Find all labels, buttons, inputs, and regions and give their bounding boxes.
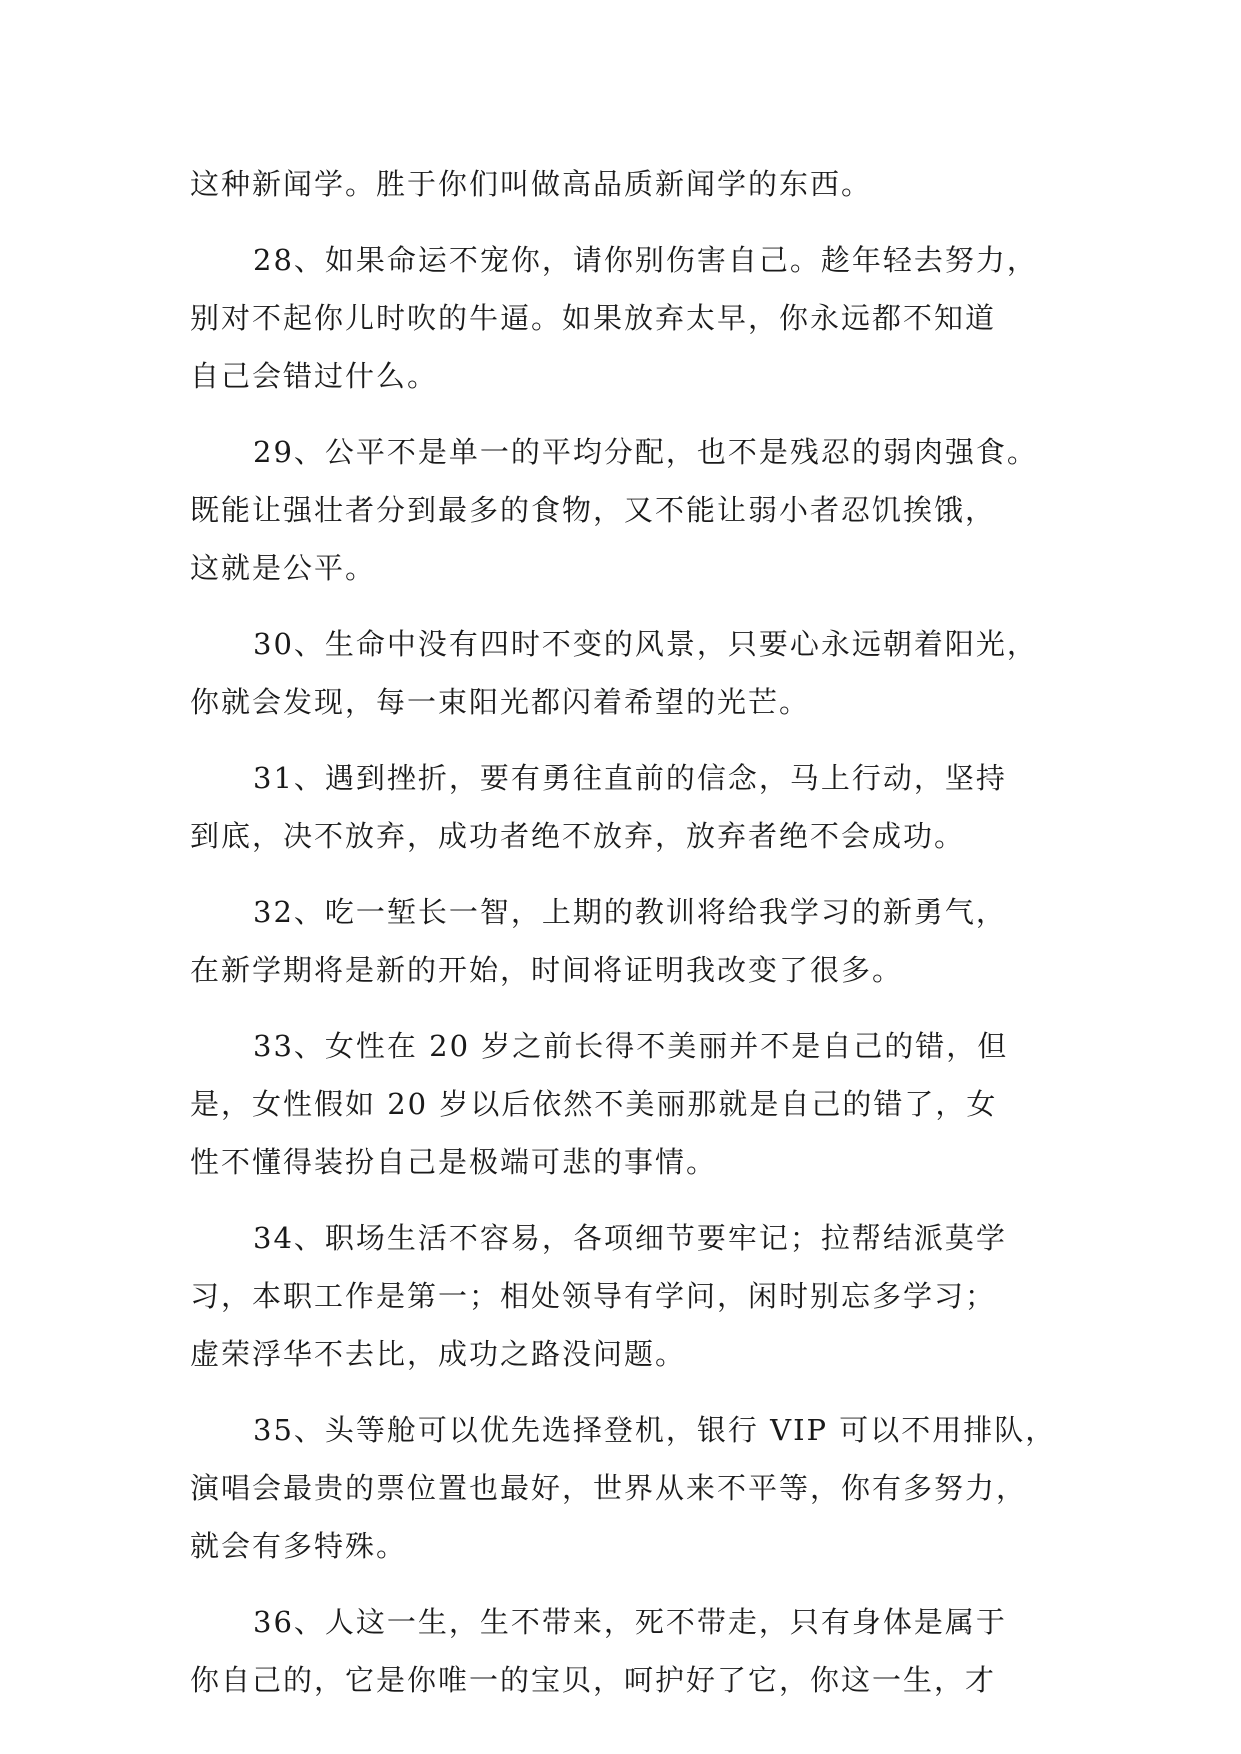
text-line: 你就会发现，每一束阳光都闪着希望的光芒。 bbox=[190, 685, 811, 719]
paragraph-36 bbox=[190, 1593, 1050, 1709]
paragraph-35 bbox=[190, 1401, 1057, 1575]
paragraph-continuation bbox=[190, 155, 1050, 213]
paragraph-33 bbox=[190, 1017, 1050, 1191]
text-line: 自己会错过什么。 bbox=[190, 359, 439, 393]
text-line: 到底，决不放弃，成功者绝不放弃，放弃者绝不会成功。 bbox=[190, 819, 966, 853]
text-line: 28、如果命运不宠你，请你别伤害自己。趁年轻去努力， bbox=[253, 243, 1038, 277]
paragraph-30 bbox=[190, 615, 1050, 731]
text-line: 你自己的，它是你唯一的宝贝，呵护好了它，你这一生，才 bbox=[190, 1663, 997, 1697]
paragraph-28 bbox=[190, 231, 1050, 405]
paragraph-34 bbox=[190, 1209, 1050, 1383]
text-line: 是，女性假如 20 岁以后依然不美丽那就是自己的错了，女 bbox=[190, 1087, 998, 1121]
text-line: 这就是公平。 bbox=[190, 551, 377, 585]
text-line: 别对不起你儿时吹的牛逼。如果放弃太早，你永远都不知道 bbox=[190, 301, 997, 335]
text-line: 这种新闻学。胜于你们叫做高品质新闻学的东西。 bbox=[190, 167, 873, 201]
text-line: 在新学期将是新的开始，时间将证明我改变了很多。 bbox=[190, 953, 904, 987]
paragraph-31 bbox=[190, 749, 1050, 865]
text-line: 35、头等舱可以优先选择登机，银行 VIP 可以不用排队， bbox=[253, 1413, 1057, 1447]
text-line: 33、女性在 20 岁之前长得不美丽并不是自己的错，但 bbox=[253, 1029, 1009, 1063]
text-line: 34、职场生活不容易，各项细节要牢记；拉帮结派莫学 bbox=[253, 1221, 1007, 1255]
text-line: 既能让强壮者分到最多的食物，又不能让弱小者忍饥挨饿， bbox=[190, 493, 997, 527]
text-line: 36、人这一生，生不带来，死不带走，只有身体是属于 bbox=[253, 1605, 1007, 1639]
paragraph-32 bbox=[190, 883, 1050, 999]
text-line: 性不懂得装扮自己是极端可悲的事情。 bbox=[190, 1145, 718, 1179]
paragraph-29 bbox=[190, 423, 1050, 597]
text-line: 演唱会最贵的票位置也最好，世界从来不平等，你有多努力， bbox=[190, 1471, 1028, 1505]
text-line: 就会有多特殊。 bbox=[190, 1529, 408, 1563]
document-body bbox=[190, 155, 1057, 1727]
text-line: 32、吃一堑长一智，上期的教训将给我学习的新勇气， bbox=[253, 895, 1007, 929]
text-line: 31、遇到挫折，要有勇往直前的信念，马上行动，坚持 bbox=[253, 761, 1007, 795]
text-line: 虚荣浮华不去比，成功之路没问题。 bbox=[190, 1337, 687, 1371]
text-line: 29、公平不是单一的平均分配，也不是残忍的弱肉强食。 bbox=[253, 435, 1038, 469]
text-line: 30、生命中没有四时不变的风景，只要心永远朝着阳光， bbox=[253, 627, 1038, 661]
text-line: 习，本职工作是第一；相处领导有学问，闲时别忘多学习； bbox=[190, 1279, 997, 1313]
